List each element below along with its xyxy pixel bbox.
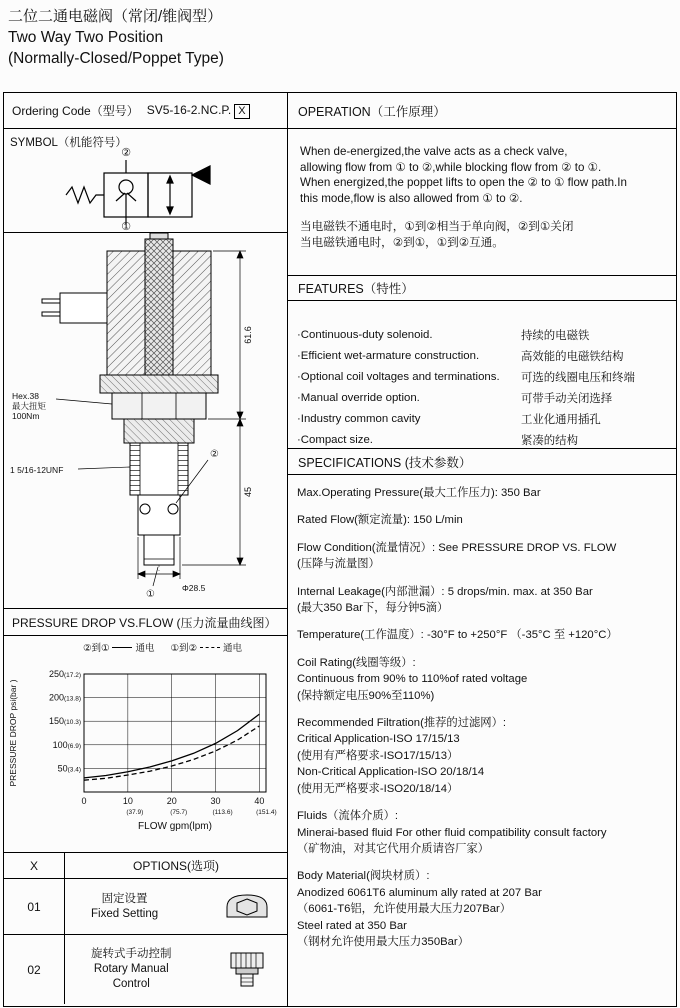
legend-line-sample (112, 647, 132, 648)
spec-line: Fluids（流体介质）: (297, 810, 399, 823)
ordering-code-label: Ordering Code（型号） (12, 104, 139, 118)
legend-suffix-label: 通电 (135, 643, 155, 654)
x-tick-label: 30 (210, 796, 221, 806)
x-tick-label: 0 (81, 796, 87, 806)
spec-gap (297, 797, 673, 808)
spring-symbol (66, 187, 104, 203)
main-frame (3, 92, 677, 1007)
spec-gap (297, 529, 673, 540)
symbol-port-bottom-label: ① (121, 221, 131, 231)
feature-zh: 紧凑的结构 (521, 434, 578, 447)
check-seat-left (116, 193, 125, 201)
spec-gap (297, 704, 673, 715)
operation-body (288, 129, 677, 276)
cross-port-hole-right (168, 504, 178, 514)
spec-line: （6061-T6铝，允许使用最大压力207Bar） (297, 903, 512, 916)
spec-line: (最大350 Bar下，每分钟5滴） (297, 602, 449, 615)
feature-zh: 高效能的电磁铁结构 (521, 350, 624, 363)
spec-line: Internal Leakage(内部泄漏）: 5 drops/min. max. at 350 Bar (297, 585, 593, 598)
y-tick-label: 50(3.4) (57, 763, 81, 774)
solenoid-wedge-icon (192, 166, 210, 184)
diameter-label: Φ28.5 (182, 583, 206, 593)
hydraulic-symbol-diagram (26, 145, 266, 231)
terminal-spade-2 (42, 312, 60, 316)
specifications-list (288, 475, 677, 1004)
feature-en: ·Continuous-duty solenoid. (297, 328, 433, 341)
option-01-content (65, 879, 287, 934)
operation-section-title (288, 93, 677, 129)
check-valve-poppet (119, 180, 133, 194)
chart-legend (40, 640, 285, 654)
spec-line: Temperature(工作温度）: -30°F to +250°F （-35°C 至 +120°C） (297, 629, 618, 642)
symbol-port-top-label: ② (121, 147, 131, 159)
spec-line: （矿物油，对其它代用介质请咨厂家） (297, 842, 490, 855)
flow-arrow-down (167, 207, 173, 214)
spec-line: Anodized 6061T6 aluminum ally rated at 207 Bar (297, 886, 542, 899)
options-table-header (4, 853, 287, 879)
option-02-en: Rotary Manual (93, 963, 169, 975)
right-column (287, 93, 677, 1006)
drawing-port1-label: ① (146, 589, 155, 600)
option-02-code: 02 (4, 935, 65, 1004)
spec-gap (297, 644, 673, 655)
feature-item (288, 366, 677, 387)
x-tick-sub-label: (113.6) (212, 809, 233, 816)
flow-arrow-up (167, 176, 173, 183)
stem-cap (150, 233, 168, 239)
check-seat-right (127, 193, 136, 201)
symbol-label: SYMBOL（机能符号） (10, 137, 127, 149)
coil-connector (60, 293, 107, 323)
fixed-plug-icon (219, 891, 275, 923)
spec-line: （钢材允许使用最大压力350Bar） (297, 935, 469, 948)
spec-line: (使用无严格要求-ISO20/18/14） (297, 782, 459, 795)
feature-item (288, 387, 677, 408)
feature-zh: 持续的电磁铁 (521, 329, 590, 342)
specifications-title-text: SPECIFICATIONS (技术参数） (298, 455, 472, 470)
x-tick-label: 10 (122, 796, 133, 806)
spec-line: Critical Application-ISO 17/15/13 (297, 733, 460, 746)
y-tick-label: 100(6.9) (52, 739, 81, 750)
feature-en: ·Compact size. (297, 433, 373, 446)
spec-gap (297, 573, 673, 584)
y-tick-label: 200(13.8) (48, 692, 81, 703)
pressure-drop-section-title (4, 609, 287, 636)
options-row-01 (4, 879, 287, 935)
x-axis-label: FLOW gpm(lpm) (138, 821, 212, 832)
spec-line: (保持额定电压90%至110%) (297, 689, 435, 702)
ordering-code-value (147, 103, 250, 119)
feature-item (288, 324, 677, 345)
page-header (8, 6, 224, 69)
y-tick-label: 250(17.2) (48, 669, 81, 679)
valve-cross-section (4, 233, 287, 609)
hex-note-line1: Hex.38 (12, 391, 39, 401)
operation-line-zh: 当电磁铁不通电时，①到②相当于单向阀，②到①关闭 (300, 220, 574, 234)
y-axis-label: PRESSURE DROP psi(bar ) (8, 679, 18, 787)
feature-item (288, 408, 677, 429)
options-header-x: X (4, 853, 65, 878)
option-02-zh: 旋转式手动控制 (91, 948, 172, 960)
cross-port-hole-left (140, 504, 150, 514)
spec-line: Continuous from 90% to 110%of rated voltage (297, 673, 528, 686)
spec-line: Body Material(阀块材质）: (297, 870, 430, 883)
spec-line: Max.Operating Pressure(最大工作压力): 350 Bar (297, 487, 541, 499)
legend-ports-label: ②到① (82, 643, 110, 654)
x-tick-sub-label: (75.7) (170, 809, 188, 816)
x-tick-label: 20 (166, 796, 177, 806)
ordering-code-suffix-box: X (234, 104, 249, 119)
features-section-title (288, 276, 677, 301)
valve-nose (138, 495, 180, 535)
legend-item (83, 640, 155, 654)
hex-note-line2: 最大扭矩 (12, 401, 47, 411)
option-02-text (91, 947, 172, 992)
hex-note-line3: 100Nm (12, 411, 40, 421)
spec-gap (297, 857, 673, 868)
spec-line: Recommended Filtration(推荐的过滤网）: (297, 717, 507, 730)
options-header-title: OPTIONS(选项) (133, 859, 219, 873)
valve-tip (144, 535, 174, 565)
spec-line: Minerai-based fluid For other fluid compatibility consult factory (297, 826, 607, 839)
option-02-en2: Control (112, 978, 150, 990)
valve-drawing (4, 233, 287, 609)
spec-line: Steel rated at 350 Bar (297, 919, 407, 932)
legend-line-sample (200, 647, 220, 648)
dim-upper-label: 61.6 (243, 326, 253, 344)
option-01-en: Fixed Setting (91, 907, 159, 920)
legend-suffix-label: 通电 (223, 643, 243, 654)
operation-line-en: When de-energized,the valve acts as a check valve, (300, 145, 568, 158)
option-02-content (65, 935, 287, 1004)
page-title-en-1: Two Way Two Position (8, 29, 164, 46)
spec-line: Flow Condition(流量情况）: See PRESSURE DROP VS. FLOW (297, 541, 617, 554)
feature-item (288, 345, 677, 366)
pressure-drop-chart-section (4, 636, 287, 853)
feature-zh: 可带手动关闭选择 (521, 392, 613, 405)
feature-en: ·Manual override option. (297, 391, 420, 404)
spec-line: Non-Critical Application-ISO 20/18/14 (297, 766, 485, 779)
pressure-drop-title-text: PRESSURE DROP VS.FLOW (压力流量曲线图） (12, 615, 277, 630)
features-title-text: FEATURES（特性） (298, 282, 414, 296)
spec-line: Coil Rating(线圈等级）: (297, 656, 416, 669)
page-title-en-2: (Normally-Closed/Poppet Type) (8, 50, 224, 67)
operation-line-en: allowing flow from ① to ②,while blocking flow from ② to ①. (300, 160, 602, 174)
y-tick-label: 150(10.3) (48, 716, 81, 727)
operation-line-en: this mode,flow is also allowed from ① to ②. (300, 191, 523, 205)
dim-lower-label: 45 (243, 486, 253, 498)
rotary-knob-icon (219, 950, 275, 990)
ordering-code-row (4, 93, 287, 129)
feature-zh: 可选的线圈电压和终端 (521, 371, 635, 384)
spec-line: (压降与流量图） (297, 558, 380, 571)
adapter-section (124, 419, 194, 443)
operation-english-text (300, 144, 669, 206)
thread-core (140, 444, 178, 494)
armature-stem (145, 239, 173, 389)
operation-line-zh: 当电磁铁通电时，②到①，①到②互通。 (300, 235, 504, 249)
operation-line-en: When energized,the poppet lifts to open the ② to ① flow path.In (300, 176, 627, 190)
x-tick-sub-label: (151.4) (256, 809, 277, 816)
option-01-code: 01 (4, 879, 65, 934)
ordering-code-text: SV5-16-2.NC.P. (146, 102, 232, 117)
terminal-spade-1 (42, 299, 60, 303)
thread-label: 1 5/16-12UNF (10, 465, 64, 475)
symbol-section (4, 129, 287, 233)
options-row-02 (4, 935, 287, 1004)
feature-en: ·Optional coil voltages and terminations. (297, 370, 500, 383)
legend-ports-label: ①到② (170, 643, 198, 654)
spec-gap (297, 501, 673, 512)
feature-en: ·Industry common cavity (297, 412, 421, 425)
feature-en: ·Efficient wet-armature construction. (297, 349, 480, 362)
coil-flange (100, 375, 218, 393)
page-title-zh: 二位二通电磁阀（常闭/锥阀型） (8, 8, 223, 25)
symbol-graphics (66, 160, 210, 224)
feature-zh: 工业化通用插孔 (521, 413, 601, 426)
x-tick-sub-label: (37.9) (126, 809, 144, 816)
spec-gap (297, 616, 673, 627)
legend-item (171, 640, 243, 654)
operation-chinese-text (300, 219, 669, 250)
hex-nut (112, 393, 206, 419)
specifications-section-title (288, 449, 677, 475)
valve-body-graphics (42, 233, 218, 571)
feature-item (288, 429, 677, 450)
pressure-drop-chart (4, 658, 287, 853)
spec-line: (使用有严格要求-ISO17/15/13） (297, 749, 459, 762)
operation-title-text: OPERATION（工作原理） (298, 104, 446, 119)
drawing-port2-label: ② (210, 449, 219, 460)
spec-line: Rated Flow(额定流量): 150 L/min (297, 514, 463, 527)
x-tick-label: 40 (254, 796, 265, 806)
features-list (288, 301, 677, 449)
option-01-zh: 固定设置 (101, 892, 148, 905)
option-01-text (91, 892, 158, 922)
